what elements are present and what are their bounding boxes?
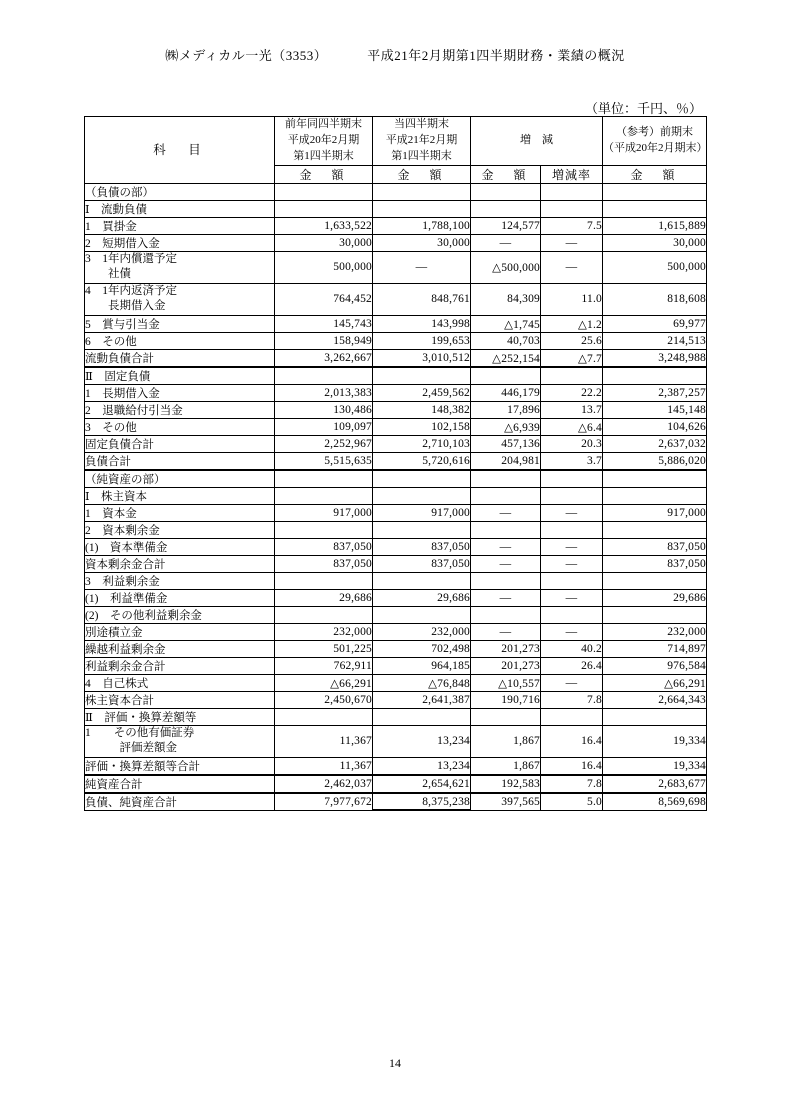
cell-change-rate: 40.2 [541,640,603,657]
cell-current-quarter: 3,010,512 [373,349,471,367]
cell-change-amount: 192,583 [471,775,541,793]
cell-change-rate: 11.0 [541,283,603,315]
cell-prev-quarter: 837,050 [275,538,373,555]
cell-reference [603,572,707,589]
cell-current-quarter: 964,185 [373,657,471,674]
cell-current-quarter: 837,050 [373,555,471,572]
cell-reference: 232,000 [603,623,707,640]
row-label: 1 長期借入金 [85,384,275,401]
cell-change-rate: 5.0 [541,793,603,811]
cell-reference: 8,569,698 [603,793,707,811]
col-header-prev-quarter-l2: 平成20年2月期 [287,133,360,146]
row-label: Ⅱ 固定負債 [85,367,275,385]
cell-change-amount: △10,557 [471,674,541,691]
cell-change-amount [471,367,541,385]
cell-reference: 818,608 [603,283,707,315]
cell-reference [603,521,707,538]
subheader-change-rate: 増減率 [541,165,603,183]
cell-reference: 19,334 [603,725,707,757]
cell-change-rate: 22.2 [541,384,603,401]
cell-change-rate: 7.8 [541,775,603,793]
row-label: 5 賞与引当金 [85,315,275,332]
cell-current-quarter: 143,998 [373,315,471,332]
cell-prev-quarter: 130,486 [275,401,373,418]
cell-current-quarter [373,708,471,725]
row-label: （負債の部） [85,183,275,200]
row-label: 2 短期借入金 [85,234,275,251]
cell-current-quarter [373,606,471,623]
cell-current-quarter [373,367,471,385]
cell-change-rate: △6.4 [541,418,603,435]
cell-current-quarter [373,470,471,488]
row-label: 3 利益剰余金 [85,572,275,589]
cell-current-quarter: 102,158 [373,418,471,435]
cell-prev-quarter: 2,450,670 [275,691,373,708]
cell-change-amount: 40,703 [471,332,541,349]
cell-reference [603,367,707,385]
cell-change-amount: ― [471,234,541,251]
cell-reference: 2,683,677 [603,775,707,793]
table-row [85,349,707,367]
table-row [85,332,707,349]
table-row [85,234,707,251]
cell-prev-quarter: 1,633,522 [275,217,373,234]
cell-current-quarter: 13,234 [373,725,471,757]
col-header-current-quarter [373,117,471,166]
table-row [85,470,707,488]
cell-prev-quarter [275,183,373,200]
table-row [85,691,707,708]
table-row [85,657,707,674]
document-header [0,45,790,64]
table-row [85,435,707,452]
row-label: 固定負債合計 [85,435,275,452]
cell-current-quarter: 837,050 [373,538,471,555]
cell-reference: 837,050 [603,538,707,555]
cell-current-quarter: 232,000 [373,623,471,640]
cell-change-rate: ― [541,538,603,555]
row-label: 6 その他 [85,332,275,349]
cell-reference: 29,686 [603,589,707,606]
row-label: (1) 利益準備金 [85,589,275,606]
subheader-reference-amount: 金 額 [603,165,707,183]
cell-current-quarter: 702,498 [373,640,471,657]
table-row [85,623,707,640]
cell-change-rate: 20.3 [541,435,603,452]
row-label: Ⅱ 評価・換算差額等 [85,708,275,725]
cell-change-rate: 16.4 [541,757,603,775]
cell-change-rate [541,487,603,504]
cell-current-quarter: 30,000 [373,234,471,251]
cell-prev-quarter: 158,949 [275,332,373,349]
table-row [85,251,707,283]
cell-current-quarter [373,572,471,589]
cell-prev-quarter: 11,367 [275,725,373,757]
row-label: Ⅰ 流動負債 [85,200,275,217]
cell-prev-quarter [275,200,373,217]
table-row [85,183,707,200]
cell-change-amount: 17,896 [471,401,541,418]
cell-prev-quarter: 145,743 [275,315,373,332]
cell-change-amount: △500,000 [471,251,541,283]
cell-change-amount: 397,565 [471,793,541,811]
table-row [85,555,707,572]
table-row [85,521,707,538]
cell-current-quarter: 148,382 [373,401,471,418]
cell-current-quarter: 29,686 [373,589,471,606]
cell-change-rate: ― [541,504,603,521]
cell-change-rate: 3.7 [541,452,603,470]
cell-change-rate [541,606,603,623]
table-row [85,315,707,332]
col-header-current-quarter-l1: 当四半期末 [394,118,449,130]
cell-change-amount: 124,577 [471,217,541,234]
cell-current-quarter: 917,000 [373,504,471,521]
cell-current-quarter: ― [373,251,471,283]
cell-reference [603,470,707,488]
cell-current-quarter: 5,720,616 [373,452,471,470]
cell-current-quarter: 1,788,100 [373,217,471,234]
row-label: 負債、純資産合計 [85,793,275,811]
row-label: 資本剰余金合計 [85,555,275,572]
cell-prev-quarter: 837,050 [275,555,373,572]
cell-change-rate [541,200,603,217]
cell-change-amount [471,521,541,538]
cell-change-rate [541,708,603,725]
row-label: 純資産合計 [85,775,275,793]
cell-reference: 917,000 [603,504,707,521]
cell-change-amount: ― [471,555,541,572]
cell-change-amount: △6,939 [471,418,541,435]
cell-prev-quarter [275,367,373,385]
cell-reference: 714,897 [603,640,707,657]
cell-change-amount [471,487,541,504]
row-label: （純資産の部） [85,470,275,488]
row-label: 1 その他有価証券 評価差額金 [85,725,275,757]
cell-current-quarter: 848,761 [373,283,471,315]
table-row [85,674,707,691]
cell-reference: 19,334 [603,757,707,775]
col-header-item: 科 目 [85,117,275,184]
cell-change-amount: 190,716 [471,691,541,708]
cell-change-amount: 1,867 [471,725,541,757]
row-label: 別途積立金 [85,623,275,640]
cell-reference [603,606,707,623]
table-row [85,757,707,775]
cell-reference: 69,977 [603,315,707,332]
table-row [85,418,707,435]
cell-prev-quarter: 11,367 [275,757,373,775]
cell-change-rate: ― [541,589,603,606]
cell-prev-quarter [275,572,373,589]
col-header-prev-quarter-l3: 第1四半期末 [293,149,354,162]
row-label: 1 買掛金 [85,217,275,234]
cell-change-rate: 13.7 [541,401,603,418]
cell-prev-quarter [275,606,373,623]
cell-change-amount [471,572,541,589]
row-label: 評価・換算差額等合計 [85,757,275,775]
cell-change-amount: ― [471,623,541,640]
cell-reference: 3,248,988 [603,349,707,367]
table-row [85,384,707,401]
table-row [85,217,707,234]
cell-change-rate: 7.5 [541,217,603,234]
col-header-prev-quarter-l1: 前年同四半期末 [285,118,362,130]
table-row [85,283,707,315]
cell-change-amount: ― [471,538,541,555]
table-row [85,708,707,725]
cell-current-quarter [373,183,471,200]
row-label: (2) その他利益剰余金 [85,606,275,623]
cell-current-quarter: △76,848 [373,674,471,691]
cell-change-rate: ― [541,234,603,251]
cell-change-rate [541,470,603,488]
row-label: 3 その他 [85,418,275,435]
cell-change-rate: 26.4 [541,657,603,674]
table-header-row [85,117,707,166]
cell-reference: 104,626 [603,418,707,435]
cell-change-amount: 201,273 [471,657,541,674]
row-label: 流動負債合計 [85,349,275,367]
cell-change-amount: 84,309 [471,283,541,315]
cell-prev-quarter: 232,000 [275,623,373,640]
col-header-reference-l1: （参考）前期末 [616,125,693,138]
row-label: 負債合計 [85,452,275,470]
subheader-current-amount: 金 額 [373,165,471,183]
cell-reference: 976,584 [603,657,707,674]
cell-reference [603,487,707,504]
cell-current-quarter: 2,641,387 [373,691,471,708]
cell-change-amount: ― [471,504,541,521]
cell-change-amount [471,606,541,623]
table-row [85,606,707,623]
cell-change-rate: 25.6 [541,332,603,349]
cell-change-rate [541,521,603,538]
row-label: Ⅰ 株主資本 [85,487,275,504]
table-row [85,401,707,418]
cell-reference [603,708,707,725]
cell-prev-quarter: 7,977,672 [275,793,373,811]
cell-current-quarter: 2,654,621 [373,775,471,793]
cell-change-amount: △252,154 [471,349,541,367]
cell-change-amount: 1,867 [471,757,541,775]
cell-change-rate: 16.4 [541,725,603,757]
row-label: 2 資本剰余金 [85,521,275,538]
cell-reference: 837,050 [603,555,707,572]
col-header-prev-quarter [275,117,373,166]
table-row [85,200,707,217]
cell-current-quarter: 199,653 [373,332,471,349]
row-label: 4 1年内返済予定 長期借入金 [85,283,275,315]
cell-prev-quarter [275,470,373,488]
cell-change-rate [541,367,603,385]
cell-reference: 1,615,889 [603,217,707,234]
cell-prev-quarter: 2,462,037 [275,775,373,793]
cell-change-amount: ― [471,589,541,606]
row-label: (1) 資本準備金 [85,538,275,555]
cell-reference: △66,291 [603,674,707,691]
cell-reference: 2,387,257 [603,384,707,401]
cell-reference: 2,664,343 [603,691,707,708]
col-header-current-quarter-l2: 平成21年2月期 [385,133,458,146]
cell-change-amount [471,183,541,200]
cell-current-quarter: 2,710,103 [373,435,471,452]
cell-change-rate: ― [541,251,603,283]
table-row [85,775,707,793]
cell-change-rate: ― [541,555,603,572]
row-label: 2 退職給付引当金 [85,401,275,418]
cell-prev-quarter [275,487,373,504]
cell-prev-quarter: 501,225 [275,640,373,657]
table-row [85,452,707,470]
cell-change-rate: △1.2 [541,315,603,332]
cell-prev-quarter: 500,000 [275,251,373,283]
cell-change-amount: 446,179 [471,384,541,401]
col-header-reference [603,117,707,166]
cell-current-quarter [373,487,471,504]
cell-prev-quarter: 29,686 [275,589,373,606]
cell-current-quarter [373,521,471,538]
cell-prev-quarter: 30,000 [275,234,373,251]
table-row [85,725,707,757]
col-header-change: 増 減 [471,117,603,166]
col-header-current-quarter-l3: 第1四半期末 [391,149,452,162]
cell-prev-quarter: 917,000 [275,504,373,521]
cell-change-amount: 204,981 [471,452,541,470]
col-header-reference-l2: （平成20年2月期末） [603,141,708,154]
cell-change-rate [541,572,603,589]
unit-note: （単位：千円、％） [584,101,702,116]
cell-change-rate: 7.8 [541,691,603,708]
cell-change-rate: ― [541,674,603,691]
cell-reference: 2,637,032 [603,435,707,452]
cell-change-rate [541,183,603,200]
cell-change-rate: △7.7 [541,349,603,367]
table-row [85,487,707,504]
cell-change-rate: ― [541,623,603,640]
table-row [85,640,707,657]
table-row [85,504,707,521]
cell-prev-quarter: △66,291 [275,674,373,691]
row-label: 利益剰余金合計 [85,657,275,674]
cell-change-amount: 457,136 [471,435,541,452]
cell-change-amount [471,708,541,725]
table-row [85,538,707,555]
cell-current-quarter: 8,375,238 [373,793,471,811]
cell-change-amount: 201,273 [471,640,541,657]
cell-prev-quarter: 3,262,667 [275,349,373,367]
table-row [85,572,707,589]
table-row [85,367,707,385]
cell-reference: 30,000 [603,234,707,251]
cell-reference: 5,886,020 [603,452,707,470]
cell-reference: 500,000 [603,251,707,283]
table-body [85,183,707,810]
cell-reference: 214,513 [603,332,707,349]
row-label: 4 自己株式 [85,674,275,691]
balance-sheet-table [84,116,707,811]
subheader-change-amount: 金 額 [471,165,541,183]
row-label: 株主資本合計 [85,691,275,708]
cell-reference [603,183,707,200]
cell-reference [603,200,707,217]
cell-prev-quarter [275,708,373,725]
cell-prev-quarter: 764,452 [275,283,373,315]
page-number: 14 [389,1056,401,1070]
table-row [85,793,707,811]
cell-current-quarter: 2,459,562 [373,384,471,401]
subheader-prev-amount: 金 額 [275,165,373,183]
row-label: 3 1年内償還予定 社債 [85,251,275,283]
cell-current-quarter [373,200,471,217]
row-label: 1 資本金 [85,504,275,521]
cell-change-amount [471,470,541,488]
row-label: 繰越利益剰余金 [85,640,275,657]
cell-change-amount [471,200,541,217]
cell-prev-quarter: 109,097 [275,418,373,435]
cell-prev-quarter: 2,013,383 [275,384,373,401]
cell-prev-quarter: 5,515,635 [275,452,373,470]
cell-change-amount: △1,745 [471,315,541,332]
cell-reference: 145,148 [603,401,707,418]
cell-current-quarter: 13,234 [373,757,471,775]
cell-prev-quarter: 762,911 [275,657,373,674]
table-row [85,589,707,606]
page-title: 平成21年2月期第1四半期財務・業績の概況 [367,48,625,63]
cell-prev-quarter [275,521,373,538]
cell-prev-quarter: 2,252,967 [275,435,373,452]
company-name: ㈱メディカル一光（3353） [165,48,328,63]
